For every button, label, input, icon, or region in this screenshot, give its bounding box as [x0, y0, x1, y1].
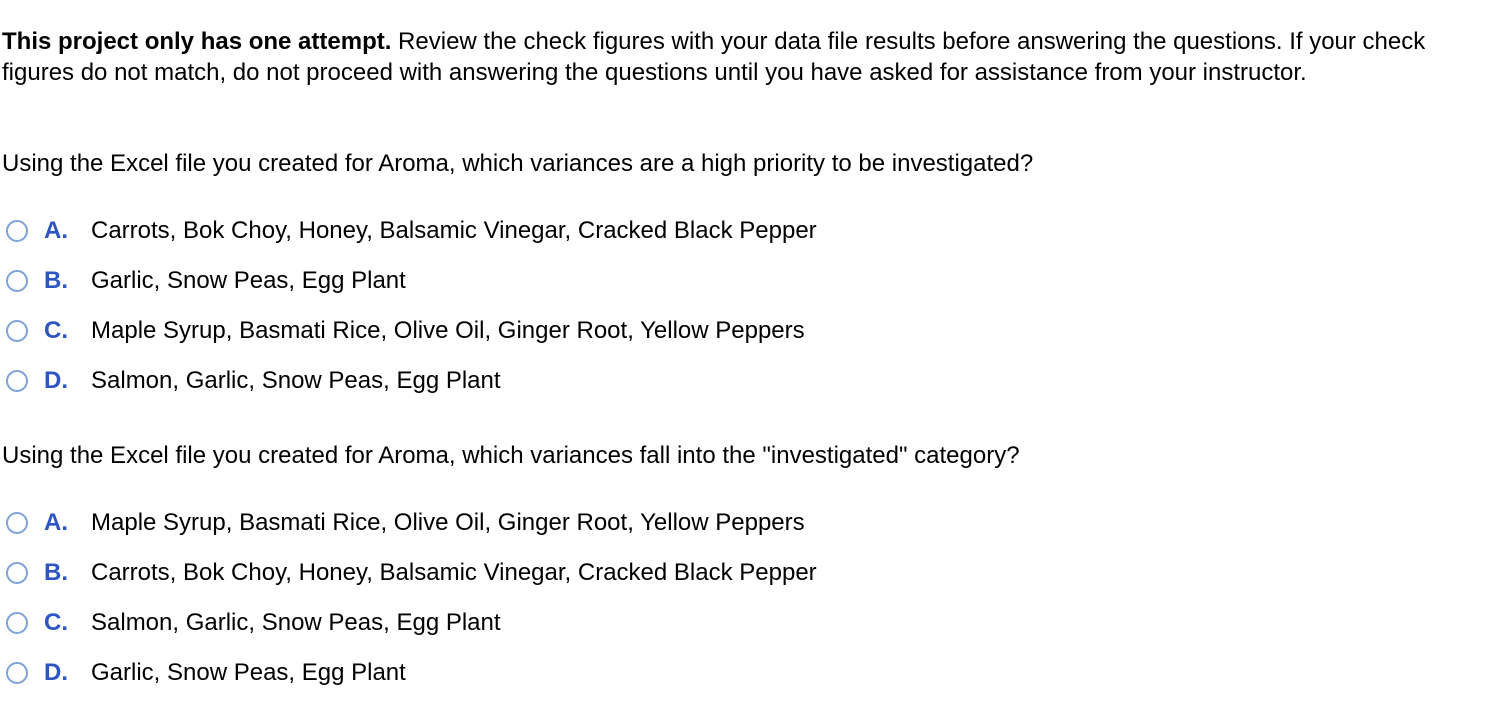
radio-button-icon[interactable]	[6, 320, 28, 342]
radio-button-icon[interactable]	[6, 220, 28, 242]
option-text: Carrots, Bok Choy, Honey, Balsamic Vinegar, Cracked Black Pepper	[91, 217, 817, 244]
q2-option-c[interactable]	[6, 609, 501, 637]
instructions-bold-lead: This project only has one attempt.	[2, 28, 392, 55]
option-text: Salmon, Garlic, Snow Peas, Egg Plant	[91, 609, 501, 636]
option-text: Garlic, Snow Peas, Egg Plant	[91, 659, 406, 686]
instructions-paragraph	[2, 26, 1482, 88]
q2-option-a[interactable]	[6, 509, 805, 537]
radio-button-icon[interactable]	[6, 370, 28, 392]
radio-button-icon[interactable]	[6, 512, 28, 534]
option-text: Carrots, Bok Choy, Honey, Balsamic Vinegar, Cracked Black Pepper	[91, 559, 817, 586]
question-1-prompt: Using the Excel file you created for Aroma, which variances are a high priority to be investigated?	[2, 150, 1034, 177]
option-letter: D.	[44, 367, 68, 394]
radio-button-icon[interactable]	[6, 662, 28, 684]
option-letter: B.	[44, 267, 68, 294]
radio-button-icon[interactable]	[6, 612, 28, 634]
q1-option-a[interactable]	[6, 217, 817, 245]
option-letter: D.	[44, 659, 68, 686]
q1-option-d[interactable]	[6, 367, 501, 395]
option-letter: A.	[44, 217, 68, 244]
radio-button-icon[interactable]	[6, 270, 28, 292]
q2-option-d[interactable]	[6, 659, 406, 687]
option-letter: A.	[44, 509, 68, 536]
option-text: Maple Syrup, Basmati Rice, Olive Oil, Ginger Root, Yellow Peppers	[91, 509, 805, 536]
option-letter: C.	[44, 317, 68, 344]
option-letter: C.	[44, 609, 68, 636]
option-text: Salmon, Garlic, Snow Peas, Egg Plant	[91, 367, 501, 394]
option-letter: B.	[44, 559, 68, 586]
instructions-text: Review the check figures with your data file results before answering the questions. If your check figures do not match, do not proceed with answering the questions until you have asked for assistance from your instructor.	[2, 28, 1426, 86]
question-2-prompt: Using the Excel file you created for Aroma, which variances fall into the "investigated" category?	[2, 442, 1020, 469]
q1-option-c[interactable]	[6, 317, 805, 345]
option-text: Garlic, Snow Peas, Egg Plant	[91, 267, 406, 294]
option-text: Maple Syrup, Basmati Rice, Olive Oil, Ginger Root, Yellow Peppers	[91, 317, 805, 344]
radio-button-icon[interactable]	[6, 562, 28, 584]
q1-option-b[interactable]	[6, 267, 406, 295]
q2-option-b[interactable]	[6, 559, 817, 587]
